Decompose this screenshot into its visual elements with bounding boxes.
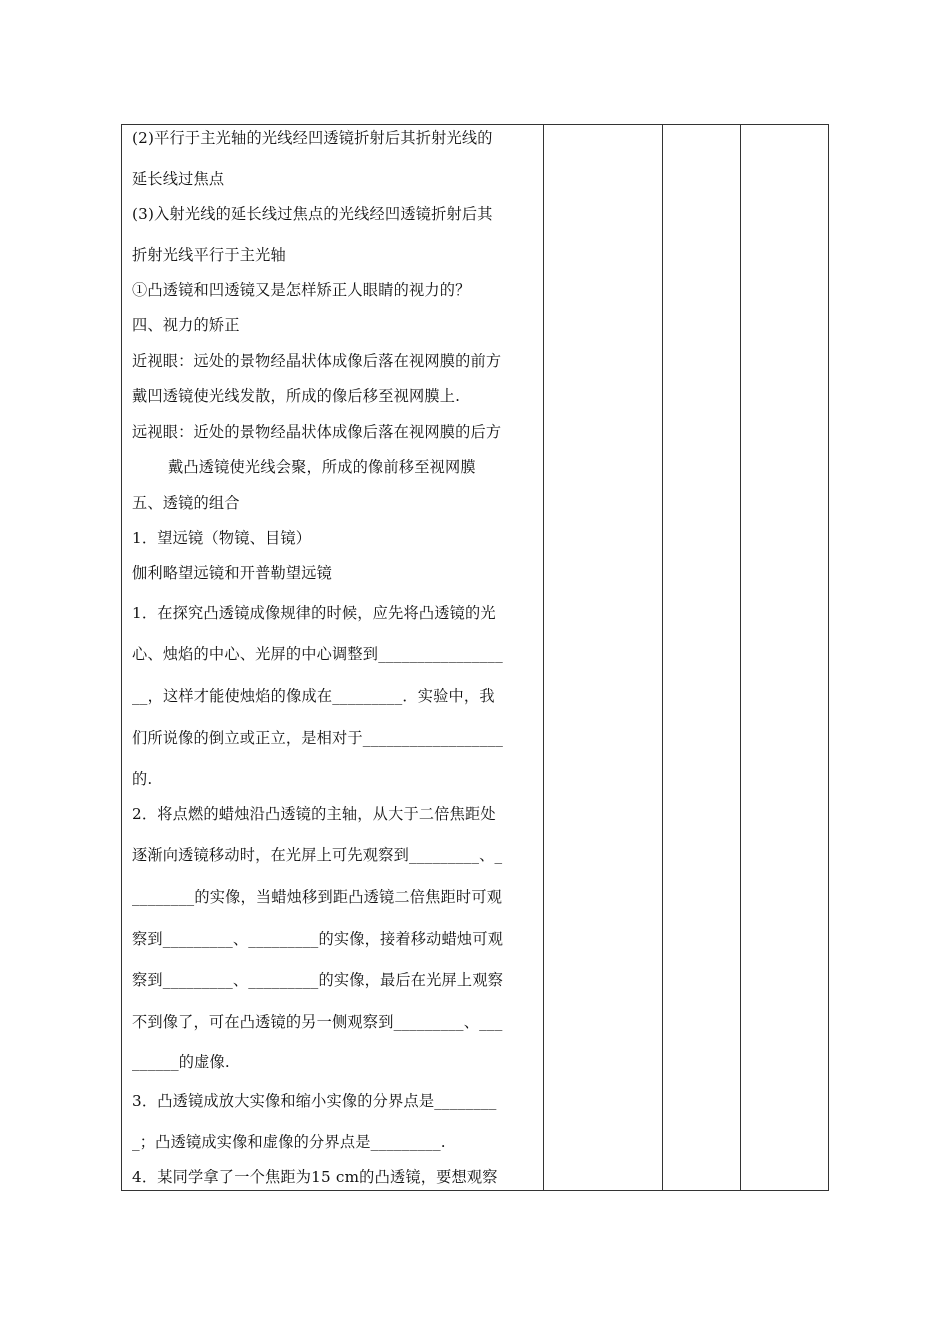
exercise-line: 逐渐向透镜移动时，在光屏上可先观察到_________、_ [132, 846, 503, 864]
exercise-line: 4．某同学拿了一个焦距为15 cm的凸透镜，要想观察 [132, 1168, 498, 1186]
exercise-line: 3．凸透镜成放大实像和缩小实像的分界点是________ [132, 1092, 497, 1110]
exercise-line: 察到_________、_________的实像，接着移动蜡烛可观 [132, 930, 504, 948]
column-divider-1 [543, 125, 544, 1190]
text-line: (3)入射光线的延长线过焦点的光线经凹透镜折射后其 [132, 205, 493, 223]
question-line: ①凸透镜和凹透镜又是怎样矫正人眼睛的视力的？ [132, 281, 471, 299]
exercise-line: 察到_________、_________的实像，最后在光屏上观察 [132, 971, 504, 989]
exercise-line: _；凸透镜成实像和虚像的分界点是_________. [132, 1133, 446, 1151]
exercise-line: ______的虚像. [132, 1053, 230, 1071]
column-divider-2 [662, 125, 663, 1190]
text-line: 折射光线平行于主光轴 [132, 246, 286, 264]
worksheet-table [121, 124, 829, 1191]
exercise-line: 1．在探究凸透镜成像规律的时候，应先将凸透镜的光 [132, 604, 496, 622]
text-line: 戴凹透镜使光线发散，所成的像后移至视网膜上. [132, 387, 461, 405]
exercise-line: __，这样才能使烛焰的像成在_________．实验中，我 [132, 687, 495, 705]
exercise-line: 不到像了，可在凸透镜的另一侧观察到_________、___ [132, 1013, 503, 1031]
text-line: 戴凸透镜使光线会聚，所成的像前移至视网膜 [168, 458, 476, 476]
exercise-line: 们所说像的倒立或正立，是相对于__________________ [132, 729, 504, 747]
exercise-line: 2．将点燃的蜡烛沿凸透镜的主轴，从大于二倍焦距处 [132, 805, 496, 823]
section-heading: 四、视力的矫正 [132, 316, 240, 334]
text-line: 近视眼：远处的景物经晶状体成像后落在视网膜的前方 [132, 352, 502, 370]
exercise-line: 心、烛焰的中心、光屏的中心调整到________________ [132, 645, 503, 663]
text-line: (2)平行于主光轴的光线经凹透镜折射后其折射光线的 [132, 129, 493, 147]
text-line: 伽利略望远镜和开普勒望远镜 [132, 564, 333, 582]
text-line: 远视眼：近处的景物经晶状体成像后落在视网膜的后方 [132, 423, 502, 441]
exercise-line: 的. [132, 770, 153, 788]
text-line: 延长线过焦点 [132, 170, 225, 188]
column-divider-3 [740, 125, 741, 1190]
section-heading: 五、透镜的组合 [132, 494, 240, 512]
text-line: 1．望远镜（物镜、目镜） [132, 529, 312, 547]
exercise-line: ________的实像，当蜡烛移到距凸透镜二倍焦距时可观 [132, 888, 503, 906]
